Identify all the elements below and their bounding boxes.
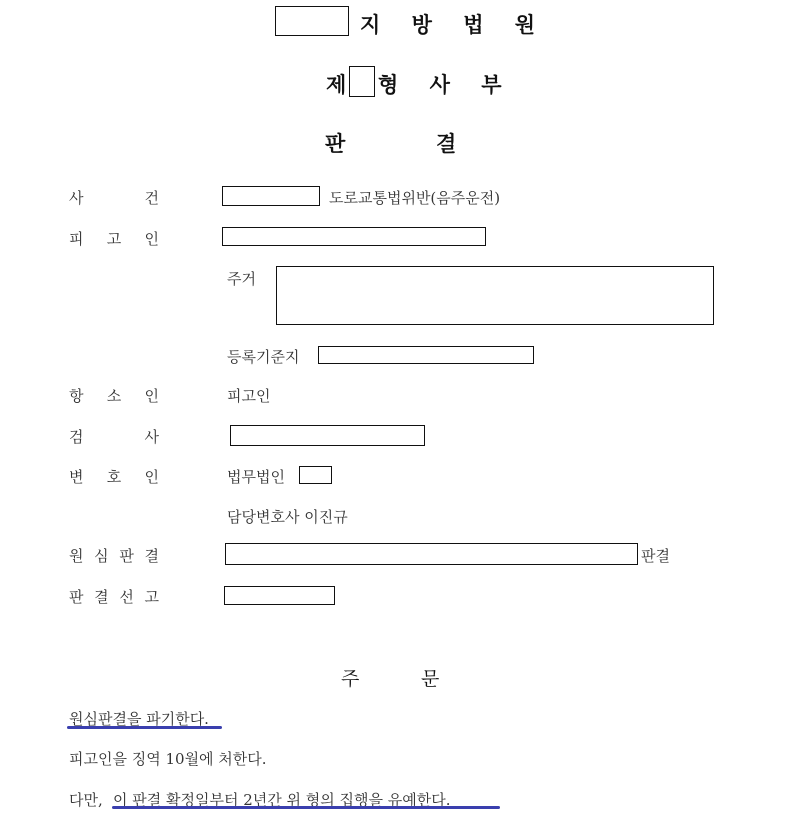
ruling-line-1-underline — [67, 726, 222, 729]
original-judgment-suffix: 판결 — [641, 547, 670, 565]
appellant-value: 피고인 — [227, 387, 271, 405]
case-label: 사 건 — [69, 189, 159, 207]
court-title: 지 방 법 원 — [360, 13, 548, 37]
ruling-line-3: 이 판결 확정일부터 2년간 위 형의 집행을 유예한다. — [113, 791, 451, 809]
counsel-attorney: 담당변호사 이진규 — [227, 508, 348, 526]
defendant-label: 피 고 인 — [69, 230, 159, 248]
redacted-court-name — [275, 6, 349, 36]
registry-label: 등록기준지 — [227, 348, 300, 366]
ruling-line-3-underline — [112, 806, 500, 809]
document-title-right: 결 — [436, 132, 457, 156]
address-label: 주거 — [227, 270, 256, 288]
ruling-line-3-prefix: 다만, — [69, 791, 103, 809]
redacted-defendant-name — [222, 227, 486, 246]
division-title: 형 사 부 — [378, 73, 514, 97]
redacted-sentencing-date — [224, 586, 335, 605]
counsel-firm: 법무법인 — [227, 468, 285, 486]
redacted-original-judgment — [225, 543, 638, 565]
original-judgment-label: 원 심 판 결 — [69, 547, 159, 565]
redacted-address — [276, 266, 714, 325]
redacted-case-number — [222, 186, 320, 206]
document-title-left: 판 — [325, 132, 346, 156]
redacted-registry — [318, 346, 534, 364]
appellant-label: 항 소 인 — [69, 387, 159, 405]
case-value: 도로교통법위반(음주운전) — [329, 189, 501, 207]
ruling-heading-left: 주 — [341, 668, 360, 690]
redacted-firm-name — [299, 466, 332, 484]
sentencing-label: 판 결 선 고 — [69, 588, 159, 606]
ruling-line-1: 원심판결을 파기한다. — [69, 710, 209, 728]
redacted-prosecutor-name — [230, 425, 425, 446]
redacted-division-number — [349, 66, 375, 97]
ruling-heading-right: 문 — [421, 668, 440, 690]
prosecutor-label: 검 사 — [69, 428, 159, 446]
division-prefix: 제 — [326, 73, 347, 97]
counsel-label: 변 호 인 — [69, 468, 159, 486]
ruling-line-2: 피고인을 징역 10월에 처한다. — [69, 750, 267, 768]
